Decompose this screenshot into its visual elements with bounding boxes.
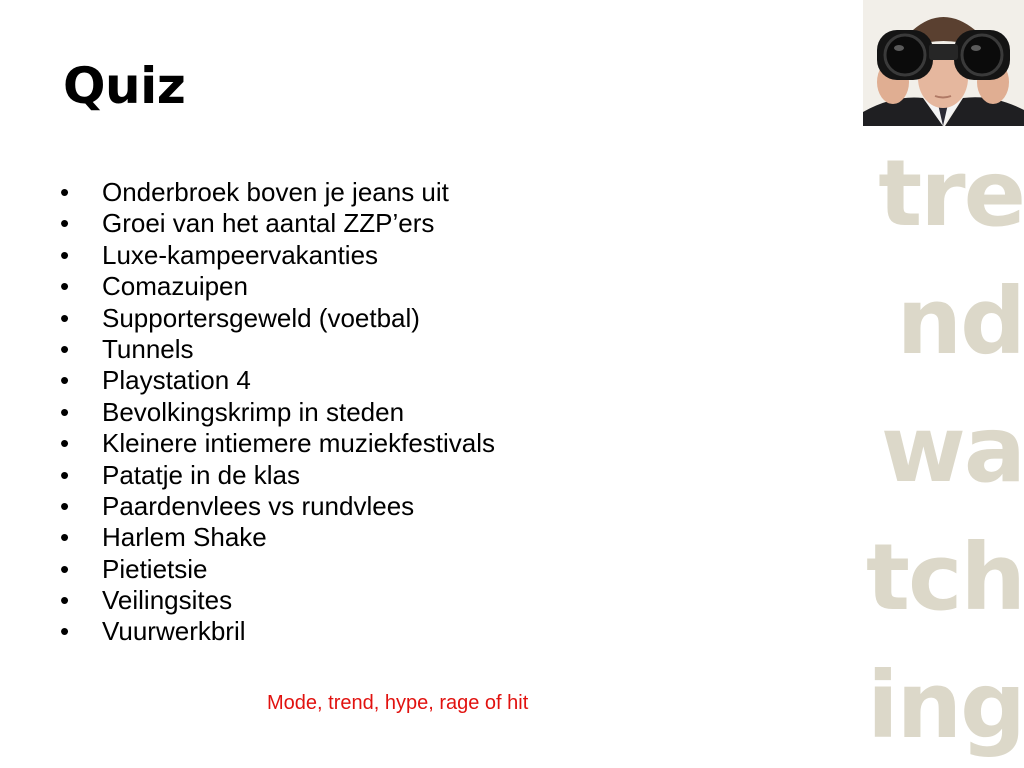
list-item: • Veilingsites [60, 588, 530, 612]
side-word-fragment: wa [880, 396, 1024, 503]
side-word-fragment: ing [867, 652, 1024, 759]
list-item: • Onderbroek boven je jeans uit [60, 180, 530, 204]
side-word-fragment: tch [865, 524, 1024, 631]
quiz-list [60, 177, 530, 651]
footnote: Mode, trend, hype, rage of hit [267, 692, 529, 714]
list-item: • Bevolkingskrimp in steden [60, 400, 530, 424]
list-item: • Playstation 4 [60, 368, 530, 392]
list-item: • Luxe-kampeervakanties [60, 243, 530, 267]
list-item: • Comazuipen [60, 274, 530, 298]
list-item: • Harlem Shake [60, 525, 530, 549]
slide-title: Quiz [63, 57, 186, 115]
list-item: • Groei van het aantal ZZP’ers [60, 211, 530, 235]
binoculars-man-photo [863, 0, 1024, 126]
binoculars-man-illustration [863, 0, 1024, 126]
side-word-fragment: nd [896, 268, 1024, 375]
list-item: • Pietietsie [60, 557, 530, 581]
list-item: • Kleinere intiemere muziekfestivals [60, 431, 530, 455]
list-item: • Paardenvlees vs rundvlees [60, 494, 530, 518]
list-item: • Tunnels [60, 337, 530, 361]
list-item: • Supportersgeweld (voetbal) [60, 306, 530, 330]
list-item: • Patatje in de klas [60, 463, 530, 487]
list-item: • Vuurwerkbril [60, 619, 530, 643]
trendwatching-side-word [863, 130, 1024, 768]
side-word-fragment: tre [878, 140, 1024, 247]
